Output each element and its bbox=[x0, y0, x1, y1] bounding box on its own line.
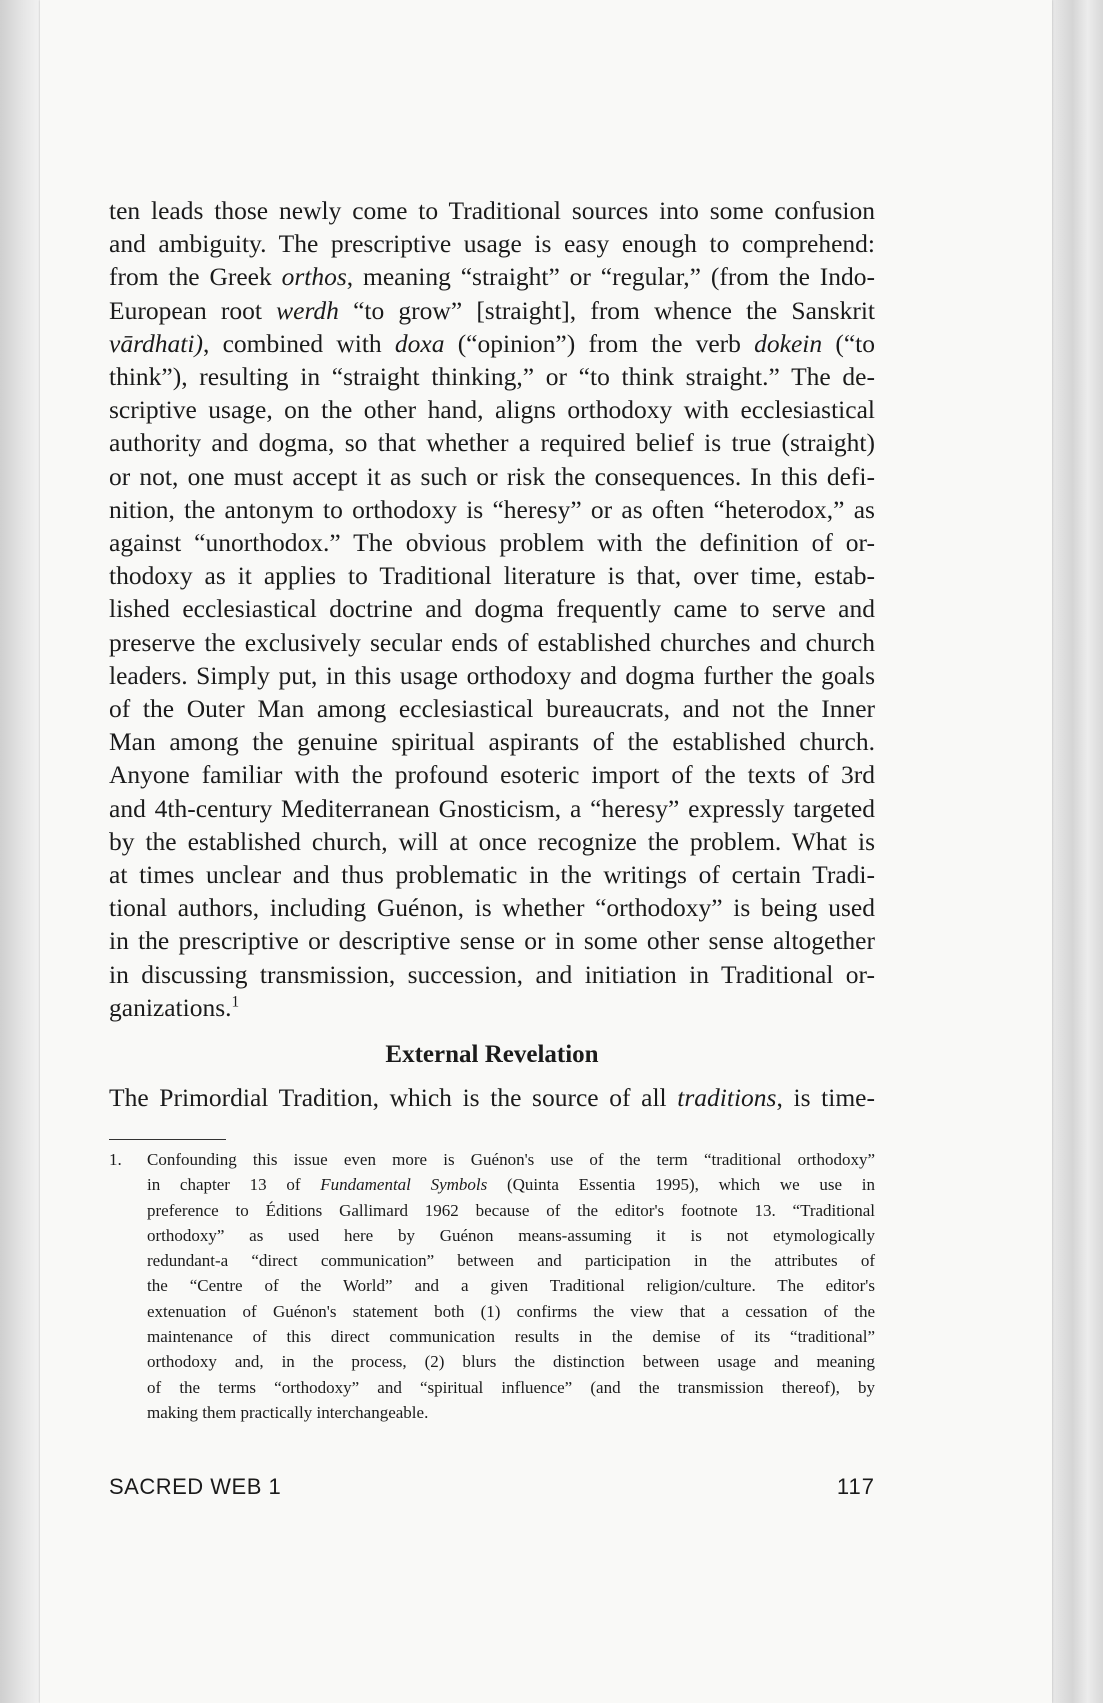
text-run: (Quinta Essentia 1995), which we use in bbox=[487, 1175, 875, 1195]
text-line bbox=[109, 858, 875, 891]
text-run: nition, the antonym to orthodoxy is “heresy” or as often “heterodox,” as bbox=[109, 494, 875, 524]
section-heading: External Revelation bbox=[385, 1041, 599, 1068]
text-line bbox=[109, 460, 875, 493]
text-run: at times unclear and thus problematic in the writings of certain Tradi- bbox=[109, 860, 875, 890]
text-run: against “unorthodox.” The obvious problem with the definition of or- bbox=[109, 528, 875, 558]
text-run: , combined with bbox=[202, 328, 395, 358]
journal-title: SACRED WEB 1 bbox=[109, 1474, 282, 1499]
italic-term: dokein bbox=[754, 328, 823, 358]
scan-margin-left bbox=[0, 0, 40, 1703]
footnote-reference: 1 bbox=[231, 993, 240, 1011]
text-line bbox=[109, 891, 875, 924]
footnote-number: 1. bbox=[109, 1150, 122, 1169]
text-line bbox=[109, 393, 875, 426]
footnote-line bbox=[147, 1400, 875, 1425]
footnote-line bbox=[147, 1324, 875, 1349]
text-line bbox=[109, 958, 875, 991]
footnote-divider bbox=[109, 1139, 226, 1140]
text-run: tional authors, including Guénon, is whether “orthodoxy” is being used bbox=[109, 893, 875, 923]
text-run: the “Centre of the World” and a given Traditional religion/culture. The editor's bbox=[147, 1276, 875, 1296]
text-line bbox=[109, 924, 875, 957]
footnote-line bbox=[147, 1375, 875, 1400]
text-run: by the established church, will at once recognize the problem. What is bbox=[109, 826, 875, 856]
text-run: thodoxy as it applies to Traditional literature is that, over time, estab- bbox=[109, 561, 875, 591]
text-run: authority and dogma, so that whether a required belief is true (straight) bbox=[109, 428, 875, 458]
text-line bbox=[109, 260, 875, 293]
text-line bbox=[109, 659, 875, 692]
footnote bbox=[109, 1147, 875, 1425]
footnote-line bbox=[147, 1147, 875, 1172]
text-line bbox=[109, 592, 875, 625]
text-run: Man among the genuine spiritual aspirants of the established church. bbox=[109, 727, 875, 757]
text-line bbox=[109, 426, 875, 459]
text-run: orthodoxy” as used here by Guénon means-assuming it is not etymologically bbox=[147, 1225, 875, 1245]
footnote-text bbox=[147, 1147, 875, 1425]
text-run: extenuation of Guénon's statement both (1) confirms the view that a cessation of the bbox=[147, 1301, 875, 1321]
text-line bbox=[109, 194, 875, 227]
text-run: maintenance of this direct communication results in the demise of its “traditional” bbox=[147, 1327, 875, 1347]
text-run: think”), resulting in “straight thinking,” or “to think straight.” The de- bbox=[109, 362, 875, 392]
footnote-line bbox=[147, 1299, 875, 1324]
text-run: from the Greek bbox=[109, 262, 282, 292]
text-run: , meaning “straight” or “regular,” (from the Indo- bbox=[346, 262, 876, 292]
text-run: orthodoxy and, in the process, (2) blurs the distinction between usage and meaning bbox=[147, 1352, 875, 1372]
text-line bbox=[109, 725, 875, 758]
text-line bbox=[109, 526, 875, 559]
text-run: (“opinion”) from the verb bbox=[444, 328, 755, 358]
text-run: preserve the exclusively secular ends of established churches and church bbox=[109, 627, 875, 657]
text-run: of the Outer Man among ecclesiastical bureaucrats, and not the Inner bbox=[109, 694, 875, 724]
text-run: making them practically interchangeable. bbox=[147, 1402, 429, 1422]
italic-term: vārdhati) bbox=[109, 328, 203, 358]
footnote-line bbox=[147, 1223, 875, 1248]
text-run: European root bbox=[109, 295, 277, 325]
footnote-line bbox=[147, 1273, 875, 1298]
italic-term: doxa bbox=[394, 328, 445, 358]
text-run: preference to Éditions Gallimard 1962 because of the editor's footnote 13. “Traditional bbox=[147, 1200, 875, 1220]
page-number: 117 bbox=[836, 1474, 875, 1499]
footnote-line bbox=[147, 1349, 875, 1374]
text-run: , is time- bbox=[776, 1083, 875, 1112]
text-run: lished ecclesiastical doctrine and dogma frequently came to serve and bbox=[109, 594, 875, 624]
text-run: Anyone familiar with the profound esoteric import of the texts of 3rd bbox=[109, 760, 875, 790]
body-paragraph bbox=[109, 194, 875, 1024]
text-line bbox=[109, 360, 875, 393]
italic-term: Fundamental Symbols bbox=[320, 1175, 488, 1195]
text-line bbox=[109, 227, 875, 260]
text-line bbox=[109, 792, 875, 825]
text-run: redundant-a “direct communication” between and participation in the attributes of bbox=[147, 1251, 875, 1271]
text-run: and 4th-century Mediterranean Gnosticism, a “heresy” expressly targeted bbox=[109, 793, 875, 823]
text-line bbox=[109, 758, 875, 791]
scan-margin-right bbox=[1052, 0, 1103, 1703]
text-run: (“to bbox=[822, 328, 875, 358]
text-run: The Primordial Tradition, which is the source of all bbox=[109, 1083, 678, 1112]
footnote-line bbox=[147, 1248, 875, 1273]
text-line bbox=[109, 626, 875, 659]
italic-term: traditions bbox=[677, 1083, 777, 1112]
text-run: leaders. Simply put, in this usage orthodoxy and dogma further the goals bbox=[109, 660, 875, 690]
italic-term: orthos bbox=[281, 262, 347, 292]
text-line bbox=[109, 991, 875, 1024]
text-run: ganizations. bbox=[109, 992, 232, 1022]
text-run: scriptive usage, on the other hand, aligns orthodoxy with ecclesiastical bbox=[109, 395, 875, 425]
text-run: in the prescriptive or descriptive sense or in some other sense altogether bbox=[109, 926, 875, 956]
text-line bbox=[109, 294, 875, 327]
text-run: or not, one must accept it as such or risk the consequences. In this defi- bbox=[109, 461, 875, 491]
text-run: in discussing transmission, succession, and initiation in Traditional or- bbox=[109, 959, 875, 989]
text-line bbox=[109, 327, 875, 360]
text-run: ten leads those newly come to Traditional sources into some confusion bbox=[109, 196, 875, 225]
text-run: Confounding this issue even more is Guénon's use of the term “traditional orthodoxy” bbox=[147, 1150, 875, 1169]
footnote-line bbox=[147, 1172, 875, 1197]
text-run: in chapter 13 of bbox=[147, 1175, 321, 1195]
section-opening-line bbox=[109, 1081, 875, 1114]
footnote-line bbox=[147, 1198, 875, 1223]
text-line bbox=[109, 559, 875, 592]
text-line bbox=[109, 493, 875, 526]
text-line bbox=[109, 692, 875, 725]
text-run: of the terms “orthodoxy” and “spiritual influence” (and the transmission thereof), by bbox=[147, 1377, 875, 1397]
text-run: and ambiguity. The prescriptive usage is easy enough to comprehend: bbox=[109, 229, 875, 259]
text-line bbox=[109, 825, 875, 858]
italic-term: werdh bbox=[276, 295, 339, 325]
text-run: “to grow” [straight], from whence the Sanskrit bbox=[338, 295, 876, 325]
